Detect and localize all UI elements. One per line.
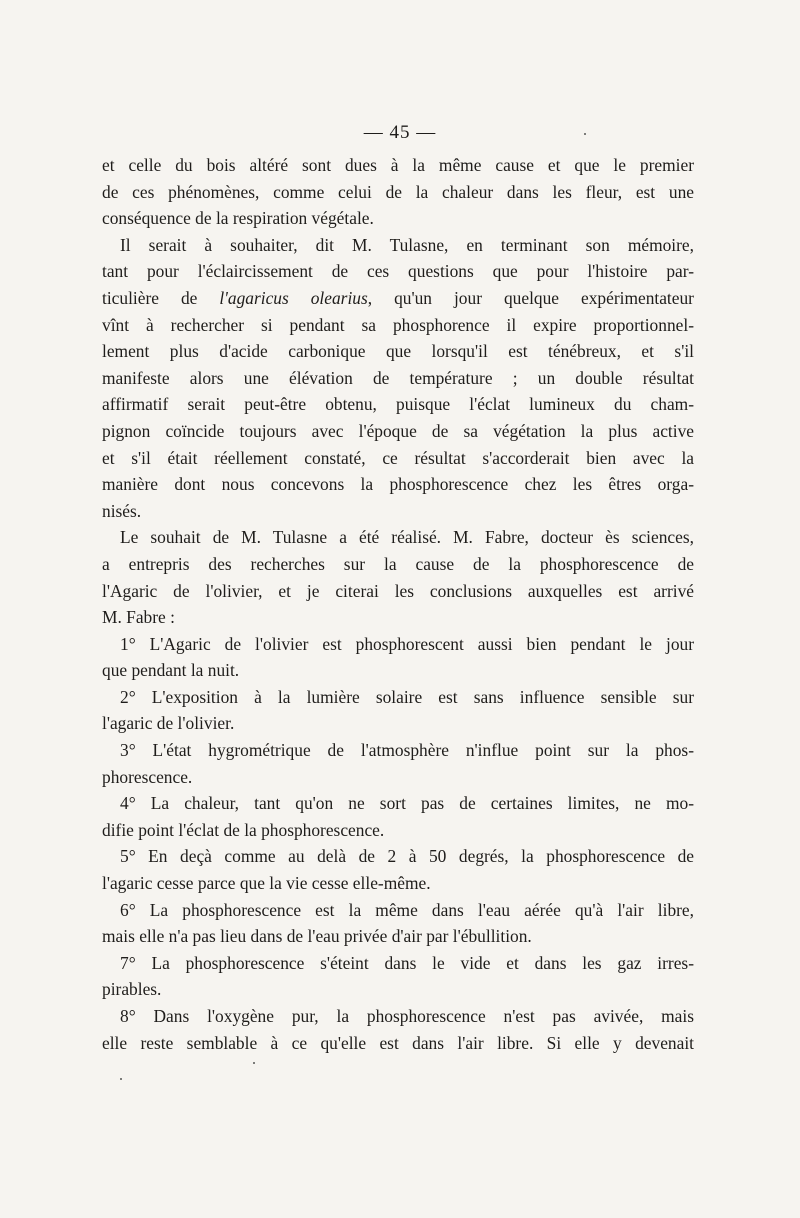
text-line: a entrepris des recherches sur la cause de la phosphorescence de bbox=[102, 553, 694, 574]
text-line: l'agaric de l'olivier. bbox=[102, 713, 235, 734]
text-line: 1° L'Agaric de l'olivier est phosphorescent aussi bien pendant le jour bbox=[120, 633, 694, 654]
page-number: — 45 — bbox=[363, 122, 437, 143]
text-line: conséquence de la respiration végétale. bbox=[102, 208, 374, 229]
text-line: 7° La phosphorescence s'éteint dans le vide et dans les gaz irres- bbox=[120, 952, 694, 973]
text-line: 8° Dans l'oxygène pur, la phosphorescence n'est pas avivée, mais bbox=[120, 1006, 694, 1026]
text-line: lement plus d'acide carbonique que lorsqu'il est ténébreux, et s'il bbox=[102, 341, 694, 362]
text-line: nisés. bbox=[102, 500, 142, 521]
text-line: elle reste semblable à ce qu'elle est dans l'air libre. Si elle y devenait bbox=[102, 1032, 694, 1053]
text-segment: ticulière de bbox=[102, 287, 220, 308]
text-line: difie point l'éclat de la phosphorescence. bbox=[102, 819, 385, 840]
text-line: affirmatif serait peut-être obtenu, puisque l'éclat lumineux du cham- bbox=[102, 394, 694, 415]
text-line: 2° L'exposition à la lumière solaire est sans influence sensible sur bbox=[120, 686, 694, 707]
text-line: de ces phénomènes, comme celui de la chaleur dans les fleur, est une bbox=[102, 181, 694, 202]
text-line: 6° La phosphorescence est la même dans l'eau aérée qu'à l'air libre, bbox=[120, 899, 694, 920]
paper-speck bbox=[584, 133, 586, 135]
text-line: manière dont nous concevons la phosphorescence chez les êtres orga- bbox=[102, 474, 694, 495]
text-segment: , qu'un jour quelque expérimentateur bbox=[367, 287, 694, 308]
text-line: Il serait à souhaiter, dit M. Tulasne, en terminant son mémoire, bbox=[120, 234, 694, 255]
body-text bbox=[102, 152, 694, 1056]
text-line: mais elle n'a pas lieu dans de l'eau privée d'air par l'ébullition. bbox=[102, 926, 532, 947]
text-line: tant pour l'éclaircissement de ces questions que pour l'histoire par- bbox=[102, 261, 694, 282]
text-line: pirables. bbox=[102, 979, 162, 1000]
text-line: que pendant la nuit. bbox=[102, 660, 240, 681]
text-line: M. Fabre : bbox=[102, 607, 175, 628]
text-line bbox=[102, 285, 694, 312]
text-line: Le souhait de M. Tulasne a été réalisé. M. Fabre, docteur ès sciences, bbox=[120, 527, 694, 548]
text-line: 5° En deçà comme au delà de 2 à 50 degrés, la phosphorescence de bbox=[120, 846, 694, 867]
text-line: pignon coïncide toujours avec l'époque de sa végétation la plus active bbox=[102, 420, 694, 441]
text-line: et celle du bois altéré sont dues à la même cause et que le premier bbox=[102, 155, 694, 175]
text-line: vînt à rechercher si pendant sa phosphorence il expire proportionnel- bbox=[102, 314, 694, 335]
text-line: et s'il était réellement constaté, ce résultat s'accorderait bien avec la bbox=[102, 447, 694, 468]
italic-species-name: l'agaricus olearius bbox=[219, 287, 368, 308]
text-line: 3° L'état hygrométrique de l'atmosphère n'influe point sur la phos- bbox=[120, 740, 694, 761]
text-line: manifeste alors une élévation de température ; un double résultat bbox=[102, 367, 694, 388]
text-line: phorescence. bbox=[102, 766, 193, 787]
text-line: 4° La chaleur, tant qu'on ne sort pas de certaines limites, ne mo- bbox=[120, 793, 694, 814]
paper-speck bbox=[120, 1078, 122, 1080]
paper-speck bbox=[253, 1062, 255, 1064]
text-line: l'agaric cesse parce que la vie cesse elle-même. bbox=[102, 873, 431, 894]
text-line: l'Agaric de l'olivier, et je citerai les conclusions auxquelles est arrivé bbox=[102, 580, 694, 601]
